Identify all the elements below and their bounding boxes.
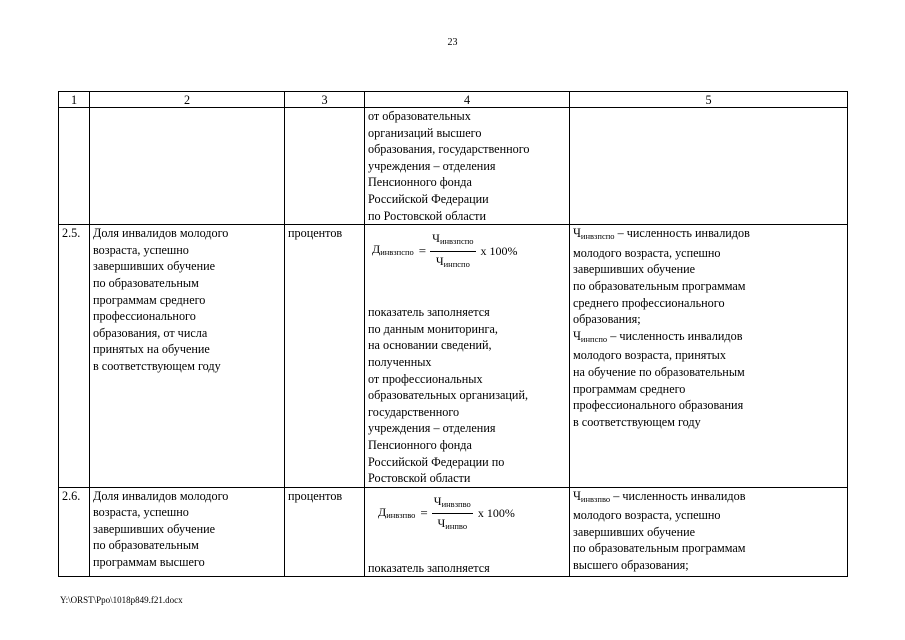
fraction-numerator: $Ч_{инвзпспо}$ [430, 230, 475, 252]
text-line: образования, государственного [368, 142, 530, 157]
page-number: 23 [447, 37, 458, 48]
text-line: Доля инвалидов молодого [93, 226, 229, 241]
row-number: 2.6. [59, 487, 90, 577]
row-number: 2.5. [59, 225, 90, 488]
text-line: возраста, успешно [93, 505, 189, 520]
text-line: на основании сведений, [368, 338, 492, 353]
unit-cell: процентов [285, 487, 365, 577]
text-line: $Ч_{инвзпспо}$ – численность инвалидов [573, 226, 750, 242]
formula-multiplier: x 100% [480, 243, 518, 258]
text-line: по образовательным [93, 538, 199, 553]
text-line: в соответствующем году [93, 358, 221, 373]
text-line: образования; [573, 312, 641, 327]
text-line: $Ч_{инпспо}$ – численность инвалидов [573, 328, 743, 344]
text-line: учреждения – отделения [368, 158, 496, 173]
formula [372, 231, 566, 271]
table-row [59, 487, 848, 577]
footer-file-path: Y:\ORST\Ppo\1018p849.f21.docx [60, 595, 183, 605]
text-line: государственного [368, 404, 460, 419]
text-line: завершивших обучение [573, 262, 696, 277]
text-line: молодого возраста, успешно [573, 245, 721, 260]
text-line: молодого возраста, успешно [573, 508, 721, 523]
indicator-name-cell [90, 487, 285, 577]
table-header-row [59, 92, 848, 108]
text-line: Российской Федерации по [368, 454, 505, 469]
text-line: завершивших обучение [93, 521, 216, 536]
method-cell [365, 108, 570, 225]
text-line: Ростовской области [368, 471, 471, 486]
unit-cell: процентов [285, 225, 365, 488]
text-line: среднего профессионального [573, 295, 725, 310]
indicator-name-cell [90, 225, 285, 488]
text-line: полученных [368, 354, 432, 369]
text-line: от профессиональных [368, 371, 483, 386]
header-cell: 2 [90, 92, 285, 108]
text-line: профессионального [93, 309, 196, 324]
text-line: завершивших обучение [93, 259, 216, 274]
text-line: по образовательным программам [573, 541, 746, 556]
formula-fraction [430, 230, 475, 272]
text-line: Российской Федерации [368, 191, 489, 206]
text-line: программам высшего [93, 555, 205, 570]
text-line: молодого возраста, принятых [573, 348, 726, 363]
fraction-denominator: $Ч_{инпспо}$ [435, 253, 470, 269]
text-line: принятых на обучение [93, 342, 210, 357]
equals-sign: = [420, 505, 428, 521]
text-line: программам среднего [93, 292, 206, 307]
table-row [59, 108, 848, 225]
text-line: учреждения – отделения [368, 421, 496, 436]
formula-multiplier: x 100% [477, 506, 515, 521]
text-line: профессионального образования [573, 398, 744, 413]
formula-fraction [432, 493, 473, 535]
header-cell: 3 [285, 92, 365, 108]
text-line: завершивших обучение [573, 524, 696, 539]
formula [378, 494, 566, 534]
text-line: возраста, успешно [93, 242, 189, 257]
text-line: программам среднего [573, 381, 686, 396]
table-row [59, 225, 848, 488]
formula-lhs: $Д_{инвзпво}$ [378, 504, 416, 520]
text-line: по образовательным [93, 275, 199, 290]
text-line: по данным мониторинга, [368, 321, 498, 336]
text-line: показатель заполняется [368, 560, 490, 575]
method-cell [365, 487, 570, 577]
notes-cell [570, 487, 848, 577]
text-line: Доля инвалидов молодого [93, 488, 229, 503]
text-line: образования, от числа [93, 325, 208, 340]
text-line: в соответствующем году [573, 414, 701, 429]
text-line: по Ростовской области [368, 208, 486, 223]
text-line: по образовательным программам [573, 278, 746, 293]
text-line: на обучение по образовательным [573, 364, 745, 379]
text-line: Пенсионного фонда [368, 175, 472, 190]
text-line: показатель заполняется [368, 305, 490, 320]
equals-sign: = [418, 242, 427, 258]
indicator-table [58, 91, 848, 577]
header-cell: 1 [59, 92, 90, 108]
formula-lhs: $Д_{инвзпспо}$ [372, 242, 414, 258]
text-line: $Ч_{инвзпво}$ – численность инвалидов [573, 488, 746, 504]
fraction-denominator: $Ч_{инпво}$ [437, 516, 468, 532]
text-line: Пенсионного фонда [368, 437, 472, 452]
header-cell: 5 [570, 92, 848, 108]
text-line: организаций высшего [368, 125, 482, 140]
fraction-numerator: $Ч_{инвзпво}$ [432, 493, 473, 515]
method-cell [365, 225, 570, 488]
text-line: высшего образования; [573, 558, 689, 573]
text-line: от образовательных [368, 109, 471, 123]
text-line: образовательных организаций, [368, 388, 529, 403]
notes-cell [570, 225, 848, 488]
header-cell: 4 [365, 92, 570, 108]
